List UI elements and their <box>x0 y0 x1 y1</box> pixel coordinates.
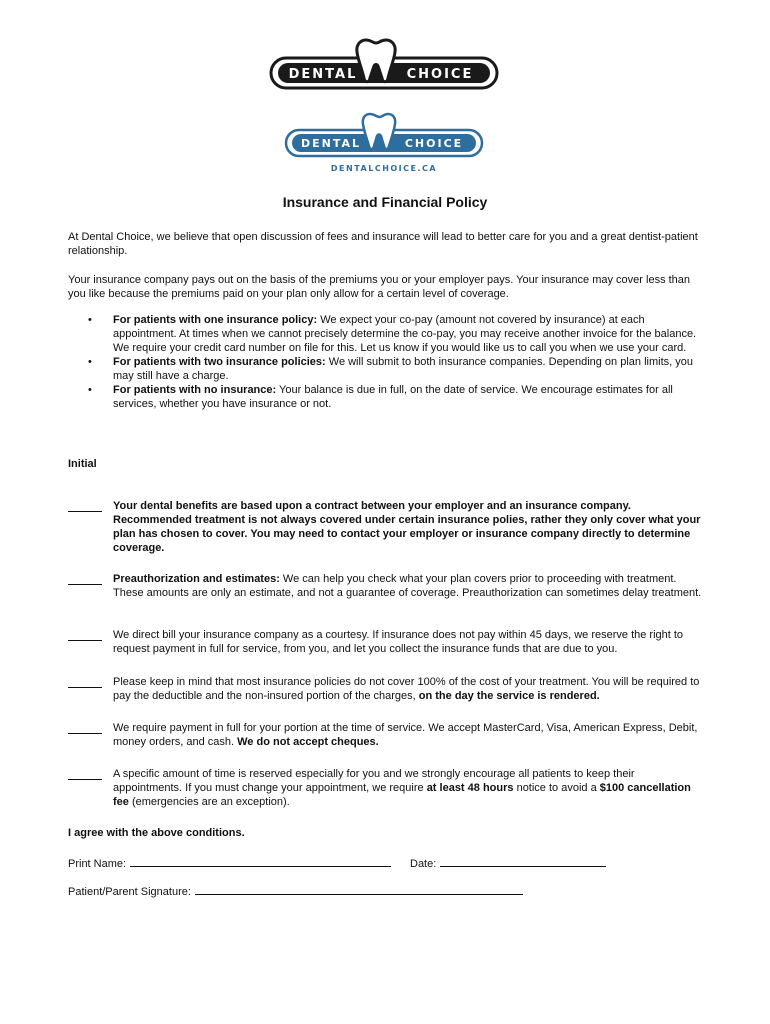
bullet-heading: For patients with one insurance policy: <box>113 314 318 326</box>
page-title: Insurance and Financial Policy <box>282 194 488 210</box>
item-text: Your dental benefits are based upon a contract between your employer and an insurance company. Recommended treatment is not always covered under certain insurance polies, rather they only cover what your plan has chosen to cover. You may need to contact your employer or insurance company directly to determine coverage. <box>113 500 701 554</box>
item-text: We direct bill your insurance company as a courtesy. If insurance does not pay within 45 days, we reserve the right to request payment in full for service, from you, and let you collect the insurance funds that are due to you. <box>113 629 684 655</box>
date-label: Date: <box>410 858 437 870</box>
bullet-text: We expect your co-pay (amount not covered by insurance) at each appointment. At times when we cannot precisely determine the co-pay, you may receive another invoice for the balance. We require your credit card number on file for this. Let us know if you would like us to call you when we use your card. <box>113 314 697 354</box>
initial-blank[interactable] <box>68 499 102 512</box>
policy-item-cancellation <box>68 767 708 809</box>
bullet-one-policy <box>86 313 702 355</box>
item-text: Please keep in mind that most insurance policies do not cover 100% of the cost of your treatment. You will be required to pay the deductible and the non-insured portion of the charges, <box>113 676 700 702</box>
item-emphasis: $100 cancellation fee <box>113 782 691 808</box>
bullet-icon: • <box>88 314 92 326</box>
print-name-field <box>68 856 391 871</box>
bullet-heading: For patients with no insurance: <box>113 384 277 396</box>
bullet-heading: For patients with two insurance policies: <box>113 356 326 368</box>
initial-blank[interactable] <box>68 767 102 780</box>
print-name-label: Print Name: <box>68 858 127 870</box>
dental-choice-logo-secondary <box>284 110 484 176</box>
logo-word-left: DENTAL <box>300 137 362 150</box>
bullet-icon: • <box>88 356 92 368</box>
signature-input[interactable] <box>195 884 523 895</box>
item-text: We can help you check what your plan covers prior to proceeding with treatment. These amounts are only an estimate, and not a guarantee of coverage. Preauthorization can sometimes delay treatment. <box>113 573 702 599</box>
bullet-text: We will submit to both insurance companies. Depending on plan limits, you may still have a charge. <box>113 356 693 382</box>
item-text: We require payment in full for your portion at the time of service. We accept MasterCard, Visa, American Express, Debit, money orders, and cash. <box>113 722 698 748</box>
logo-url: DENTALCHOICE.CA <box>330 164 438 173</box>
initial-blank[interactable] <box>68 675 102 688</box>
logo-word-left: DENTAL <box>288 67 358 82</box>
policy-item-deductible <box>68 675 708 703</box>
bullet-icon: • <box>88 384 92 396</box>
item-emphasis: at least 48 hours <box>426 782 514 794</box>
item-text: (emergencies are an exception). <box>128 796 290 808</box>
agreement-statement: I agree with the above conditions. <box>68 827 245 839</box>
date-input[interactable] <box>440 856 606 867</box>
policy-item-direct-billing <box>68 628 708 656</box>
policy-item-payment <box>68 721 708 749</box>
item-text: notice to avoid a <box>513 782 600 794</box>
item-emphasis: on the day the service is rendered. <box>418 690 600 702</box>
initial-blank[interactable] <box>68 628 102 641</box>
item-text: A specific amount of time is reserved especially for you and we strongly encourage all patients to keep their appointments. If you must change your appointment, we require <box>113 768 635 794</box>
bullet-no-insurance <box>86 383 702 411</box>
intro-paragraph-1: At Dental Choice, we believe that open discussion of fees and insurance will lead to better care for you and a great dentist-patient relationship. <box>68 231 698 257</box>
signature-label: Patient/Parent Signature: <box>68 886 191 898</box>
initial-blank[interactable] <box>68 572 102 585</box>
policy-item-preauthorization <box>68 572 708 600</box>
item-heading: Preauthorization and estimates: <box>113 573 280 585</box>
policy-item-benefits <box>68 499 708 555</box>
print-name-input[interactable] <box>130 856 391 867</box>
insurance-bullet-list <box>86 313 702 411</box>
dental-choice-logo-primary <box>268 36 500 92</box>
intro-paragraph-2: Your insurance company pays out on the basis of the premiums you or your employer pays. Your insurance may cover less than you like because the premiums paid on your plan only allow for a certain level of coverage. <box>68 274 691 300</box>
logo-word-right: CHOICE <box>404 137 464 150</box>
bullet-text: Your balance is due in full, on the date of service. We encourage estimates for all services, whether you have insurance or not. <box>113 384 673 410</box>
initial-blank[interactable] <box>68 721 102 734</box>
initial-label: Initial <box>68 458 97 470</box>
logo-word-right: CHOICE <box>406 67 474 82</box>
bullet-two-policies <box>86 355 702 383</box>
date-field <box>410 856 606 871</box>
item-emphasis: We do not accept cheques. <box>237 736 379 748</box>
signature-field <box>68 884 523 899</box>
